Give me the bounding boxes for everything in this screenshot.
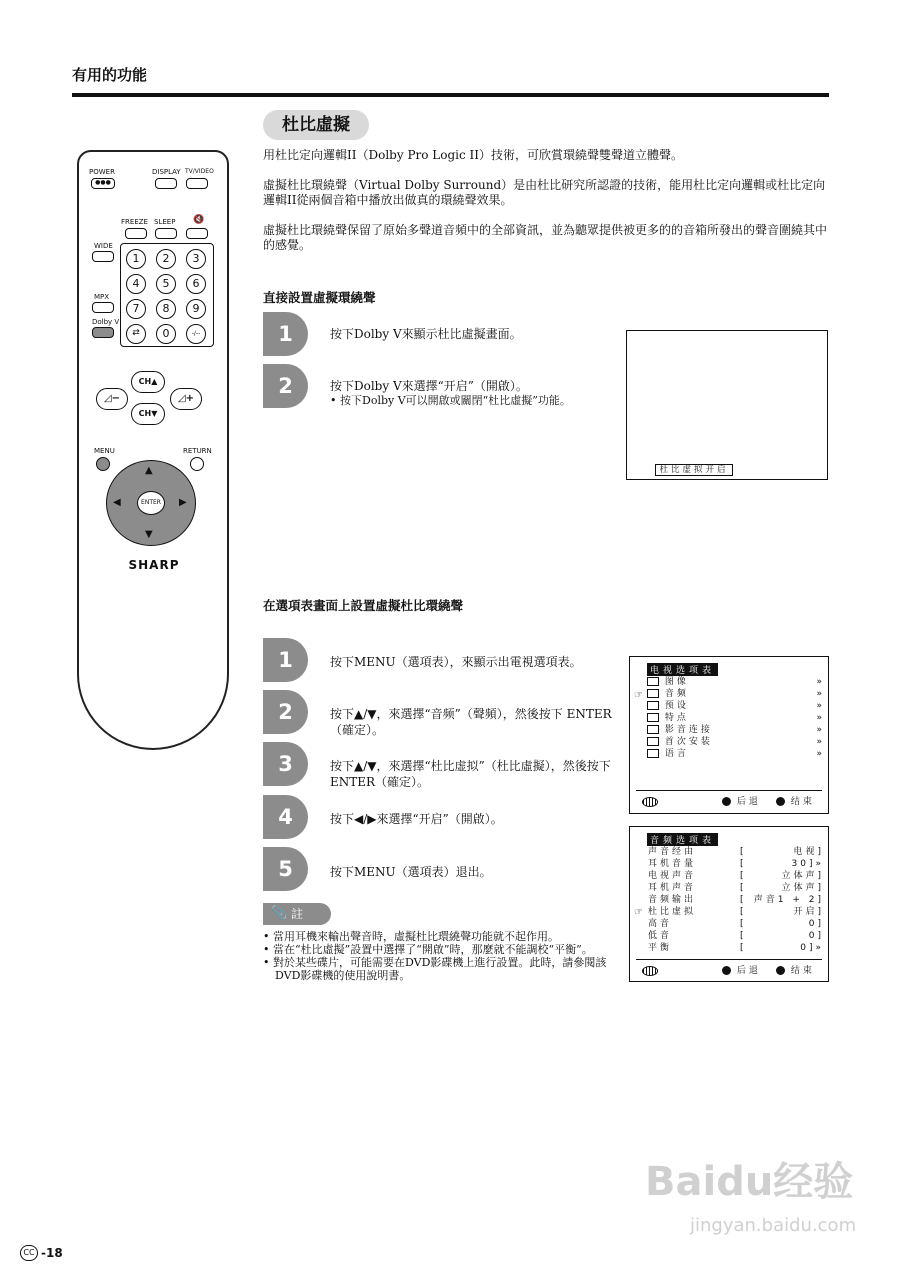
- key-9[interactable]: 9: [186, 299, 206, 319]
- key-8[interactable]: 8: [156, 299, 176, 319]
- direct-heading: 直接設置虛擬環繞聲: [263, 290, 376, 305]
- arrow-left-icon[interactable]: ◀: [113, 497, 121, 508]
- osd-menu-item: 预设 »: [647, 700, 825, 712]
- osd-audio-item: 声音经由 [ 电视]: [648, 847, 824, 857]
- osd-audio-item: 高音 [ 0]: [648, 919, 824, 929]
- channel-up-button[interactable]: CH▲: [131, 371, 165, 393]
- key-7[interactable]: 7: [126, 299, 146, 319]
- number-pad: [120, 243, 214, 347]
- key-1[interactable]: 1: [126, 249, 146, 269]
- note-item: • 當在“杜比虛擬”設置中選擇了“開啟”時，那麼就不能調校“平衡”。: [263, 943, 593, 956]
- osd-audio-list: [648, 846, 824, 954]
- note-badge: 📎 註: [263, 903, 331, 925]
- key-4[interactable]: 4: [126, 274, 146, 294]
- osd-menu-item: 音频 »: [647, 688, 825, 700]
- direct-step-2-text: 按下Dolby V來選擇“开启”（開啟）。: [330, 379, 528, 393]
- osd-footer-back: 后退: [722, 796, 761, 808]
- osd-footer-exit: 结束: [776, 796, 815, 808]
- osd-audio-item: 音频输出 [ 声音1 + 2]: [648, 895, 824, 905]
- direct-step-2-number: 2: [263, 364, 308, 408]
- osd-audio-menu-title: 音频选项表: [647, 833, 718, 846]
- menu-label: MENU: [94, 447, 115, 455]
- arrow-up-icon[interactable]: ▲: [145, 465, 153, 476]
- tvvideo-label: TV/VIDEO: [185, 168, 214, 175]
- return-label: RETURN: [183, 447, 212, 455]
- sleep-button[interactable]: [155, 228, 177, 239]
- note-item: • 對於某些碟片，可能需要在DVD影碟機上進行設置。此時，請參閱該DVD影碟機的使用說明書。: [263, 956, 607, 982]
- flashback-key[interactable]: ⇄: [126, 324, 146, 344]
- remote-control: [77, 150, 229, 750]
- power-label: POWER: [89, 168, 115, 176]
- osd-tv-menu: [629, 656, 829, 814]
- key-5[interactable]: 5: [156, 274, 176, 294]
- language-badge: CC: [20, 1245, 38, 1261]
- channel-down-button[interactable]: CH▼: [131, 403, 165, 425]
- wide-button[interactable]: [92, 251, 114, 262]
- osd-audio-item: 耳机音量 [ 30]»: [648, 859, 824, 869]
- osd-footer-exit: 结束: [776, 965, 815, 977]
- sleep-label: SLEEP: [154, 218, 176, 226]
- mpx-button[interactable]: [92, 302, 114, 313]
- dolbyv-label: Dolby V: [92, 318, 120, 326]
- key-0[interactable]: 0: [156, 324, 176, 344]
- menu-icon: [776, 797, 785, 806]
- key-6[interactable]: 6: [186, 274, 206, 294]
- osd-divider: [636, 959, 822, 960]
- volume-down-button[interactable]: ◿−: [96, 388, 128, 410]
- av-connect-icon: [647, 725, 659, 734]
- osd-tv-menu-title: 电视选项表: [647, 663, 718, 676]
- key-3[interactable]: 3: [186, 249, 206, 269]
- audio-icon: [647, 689, 659, 698]
- watermark-logo: Baidu经验: [645, 1159, 854, 1205]
- intro-paragraph-1: 用杜比定向邏輯II（Dolby Pro Logic II）技術，可欣賞環繞聲雙聲道立體聲。: [263, 148, 684, 162]
- pointer-hand-icon: ☞: [634, 690, 643, 701]
- direct-step-2-bullet: • 按下Dolby V可以開啟或關閉“杜比虛擬”功能。: [330, 394, 571, 407]
- menu-step-4-text: 按下◀/▶來選擇“开启”（開啟）。: [330, 812, 503, 826]
- menu-step-5-number: 5: [263, 847, 308, 891]
- section-title: 杜比虛擬: [263, 110, 369, 140]
- volume-up-button[interactable]: ◿+: [170, 388, 202, 410]
- freeze-label: FREEZE: [121, 218, 148, 226]
- note-list: [263, 930, 613, 982]
- digit-mode-key[interactable]: -/--: [186, 324, 206, 344]
- preset-icon: [647, 701, 659, 710]
- navigate-icon: [642, 797, 658, 807]
- intro-paragraph-2: 虛擬杜比環繞聲（Virtual Dolby Surround）是由杜比研究所認證的技術，能用杜比定向邏輯或杜比定向邏輯II從兩個音箱中播放出做真的環繞聲效果。: [263, 178, 826, 207]
- menu-heading: 在選項表畫面上設置虛擬杜比環繞聲: [263, 598, 464, 613]
- osd-menu-item: 特点 »: [647, 712, 825, 724]
- menu-step-2-number: 2: [263, 690, 308, 734]
- return-icon: [722, 797, 731, 806]
- osd-menu-item: 影音连接 »: [647, 724, 825, 736]
- osd-divider: [636, 790, 822, 791]
- key-2[interactable]: 2: [156, 249, 176, 269]
- osd-menu-item: 图像 »: [647, 676, 825, 688]
- freeze-button[interactable]: [125, 228, 147, 239]
- osd-audio-item: 电视声音 [ 立体声]: [648, 871, 824, 881]
- menu-step-1-number: 1: [263, 638, 308, 682]
- pointer-hand-icon: ☞: [634, 907, 643, 918]
- navigate-icon: [642, 966, 658, 976]
- power-button[interactable]: ●●●: [91, 178, 115, 189]
- watermark-url: jingyan.baidu.com: [690, 1215, 857, 1236]
- return-button[interactable]: [190, 457, 204, 471]
- osd-menu-item: 首次安装 »: [647, 736, 825, 748]
- header-rule: [72, 93, 829, 97]
- display-button[interactable]: [155, 178, 177, 189]
- setup-icon: [647, 737, 659, 746]
- mpx-label: MPX: [94, 293, 110, 301]
- menu-step-2-text: 按下▲/▼，來選擇“音频”（聲頻），然後按下 ENTER（確定）。: [330, 707, 612, 737]
- paperclip-icon: 📎: [271, 906, 288, 921]
- menu-step-3-text: 按下▲/▼，來選擇“杜比虚拟”（杜比虛擬），然後按下 ENTER（確定）。: [330, 759, 611, 789]
- osd-menu-item: 语言 »: [647, 748, 825, 760]
- menu-step-3-number: 3: [263, 742, 308, 786]
- picture-icon: [647, 677, 659, 686]
- return-icon: [722, 966, 731, 975]
- direct-step-1-number: 1: [263, 312, 308, 356]
- menu-step-4-number: 4: [263, 795, 308, 839]
- wide-label: WIDE: [94, 242, 113, 250]
- arrow-right-icon[interactable]: ▶: [179, 497, 187, 508]
- arrow-down-icon[interactable]: ▼: [145, 529, 153, 540]
- osd-audio-item: 低音 [ 0]: [648, 931, 824, 941]
- page-header-title: 有用的功能: [72, 66, 148, 84]
- page-number: -18: [41, 1246, 63, 1260]
- screen-label-dolby-on: 杜比虚拟开启: [655, 464, 733, 476]
- osd-audio-menu: [629, 826, 829, 982]
- intro-paragraph-3: 虛擬杜比環繞聲保留了原始多聲道音頻中的全部資訊，並為聽眾提供被更多的的音箱所發出的聲音圍繞其中的感覺。: [263, 223, 828, 252]
- tvvideo-button[interactable]: [186, 178, 208, 189]
- mute-icon: 🔇: [193, 215, 205, 225]
- display-label: DISPLAY: [152, 168, 181, 176]
- mute-button[interactable]: [186, 228, 208, 239]
- feature-icon: [647, 713, 659, 722]
- direction-pad: [106, 460, 196, 546]
- osd-audio-item: 平衡 [ 0]»: [648, 943, 824, 953]
- menu-step-5-text: 按下MENU（選項表）退出。: [330, 865, 492, 879]
- osd-audio-item: 杜比虚拟 [ 开启]: [648, 907, 824, 917]
- note-item: • 當用耳機來輸出聲音時，虛擬杜比環繞聲功能就不起作用。: [263, 930, 559, 943]
- enter-button[interactable]: ENTER: [137, 491, 165, 515]
- osd-audio-item: 耳机声音 [ 立体声]: [648, 883, 824, 893]
- tv-screen-dolby-on: [626, 330, 828, 480]
- osd-footer-back: 后退: [722, 965, 761, 977]
- language-icon: [647, 749, 659, 758]
- brand-logo: SHARP: [128, 558, 180, 572]
- direct-step-1-text: 按下Dolby V來顯示杜比虛擬畫面。: [330, 327, 522, 341]
- menu-icon: [776, 966, 785, 975]
- menu-button[interactable]: [96, 457, 110, 471]
- menu-step-1-text: 按下MENU（選項表），來顯示出電視選項表。: [330, 655, 582, 669]
- osd-tv-menu-list: [647, 676, 825, 760]
- dolbyv-button[interactable]: [92, 327, 114, 338]
